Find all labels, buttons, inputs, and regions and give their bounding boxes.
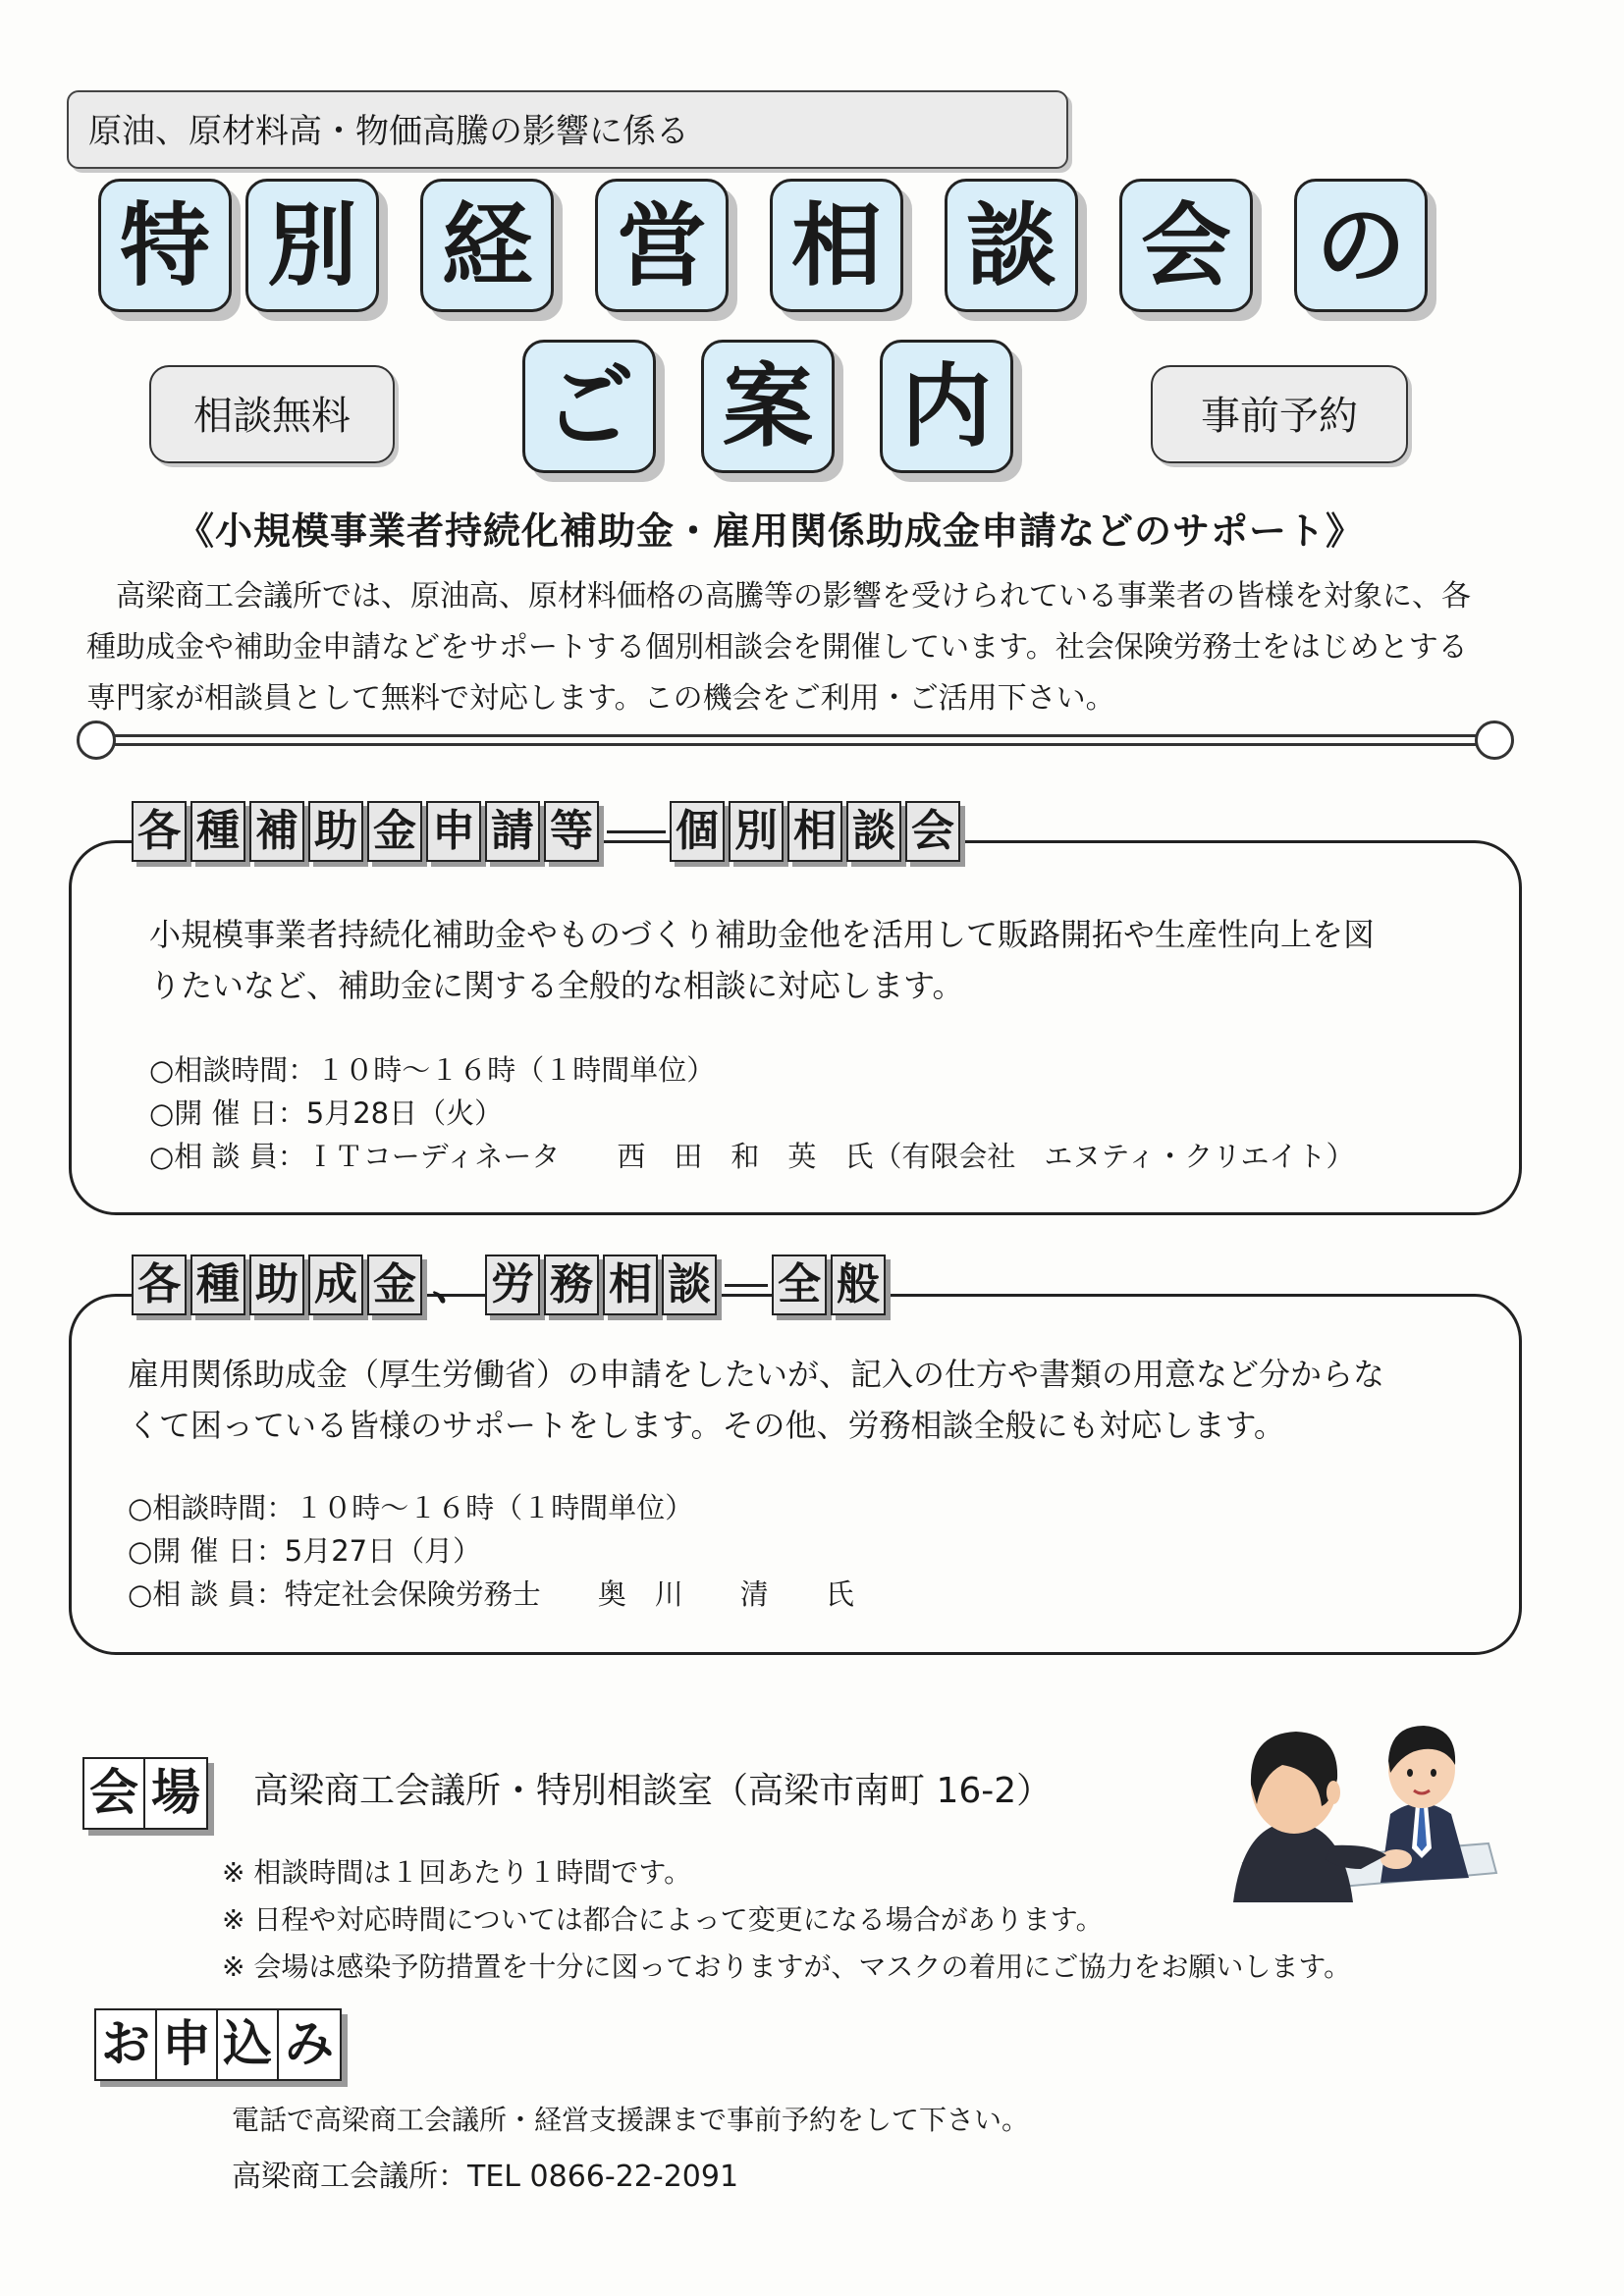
title-char: 相: [770, 179, 903, 312]
consultation-time: ○相談時間：１０時～１６時（１時間単位）: [149, 1053, 716, 1087]
title-char: 営: [595, 179, 729, 312]
heading-char: 種: [190, 801, 245, 862]
title-char: 内: [880, 340, 1013, 473]
subsidy-section-heading: [132, 801, 964, 862]
application-instruction: 電話で高梁商工会議所・経営支援課まで事前予約をして下さい。: [232, 2104, 1030, 2136]
labor-section-heading: [132, 1255, 890, 1315]
subtitle: 《小規模事業者持続化補助金・雇用関係助成金申請などのサポート》: [177, 509, 1365, 553]
note-item: ※ 相談時間は１回あたり１時間です。: [222, 1856, 692, 1889]
heading-char: 会: [905, 801, 960, 862]
heading-char: 補: [249, 801, 304, 862]
intro-text: [86, 571, 1520, 724]
title-char: 別: [245, 179, 379, 312]
heading-char: 等: [544, 801, 599, 862]
subsidy-details: [149, 1048, 1355, 1178]
consultation-time: ○相談時間：１０時～１６時（１時間単位）: [128, 1491, 694, 1524]
heading-dash: [607, 830, 666, 833]
venue-label-char: 場: [151, 1764, 200, 1821]
top-label: 原油、原材料高・物価高騰の影響に係る: [67, 90, 1068, 169]
labor-details: [128, 1486, 854, 1616]
heading-char: 各: [132, 1255, 187, 1315]
heading-char: 種: [190, 1255, 245, 1315]
heading-char: 談: [846, 801, 901, 862]
description-line: 小規模事業者持続化補助金やものづくり補助金他を活用して販路開拓や生産性向上を図: [149, 916, 1376, 953]
application-label-char: 込: [218, 2010, 279, 2079]
subsidy-description: [149, 909, 1375, 1011]
heading-char: 相: [603, 1255, 658, 1315]
divider-end-circle: [77, 721, 116, 760]
heading-char: 助: [308, 801, 363, 862]
application-label-char: み: [285, 2015, 334, 2072]
heading-char: 成: [308, 1255, 363, 1315]
title-char: 案: [701, 340, 835, 473]
divider-end-circle: [1475, 721, 1514, 760]
note-item: ※ 日程や対応時間については都合によって変更になる場合があります。: [222, 1903, 1104, 1936]
heading-char: 助: [249, 1255, 304, 1315]
reservation-badge: 事前予約: [1151, 365, 1408, 463]
venue-address: 高梁商工会議所・特別相談室（高梁市南町 16-2）: [253, 1771, 1053, 1811]
title-char: の: [1294, 179, 1428, 312]
contact-phone: 高梁商工会議所：TEL 0866-22-2091: [232, 2160, 739, 2194]
heading-char: 申: [426, 801, 481, 862]
divider: [98, 734, 1490, 746]
application-label-char: お: [96, 2010, 157, 2079]
title-char: ご: [522, 340, 656, 473]
heading-char: 労: [485, 1255, 540, 1315]
heading-char: 請: [485, 801, 540, 862]
title-char: 会: [1119, 179, 1253, 312]
heading-char: 金: [367, 1255, 422, 1315]
intro-line: 高梁商工会議所では、原油高、原材料価格の高騰等の影響を受けられている事業者の皆様を対象に、各: [86, 579, 1471, 614]
consultation-illustration: [1223, 1677, 1498, 1922]
event-date: ○開 催 日：5月27日（月）: [128, 1534, 482, 1568]
event-date: ○開 催 日：5月28日（火）: [149, 1096, 504, 1130]
title-char: 談: [945, 179, 1078, 312]
description-line: りたいなど、補助金に関する全般的な相談に対応します。: [149, 967, 964, 1004]
heading-char: 般: [831, 1255, 886, 1315]
heading-char: 全: [772, 1255, 827, 1315]
heading-dash: [725, 1284, 768, 1287]
title-char: 特: [98, 179, 232, 312]
heading-char: 別: [729, 801, 784, 862]
heading-char: 談: [662, 1255, 717, 1315]
intro-line: 種助成金や補助金申請などをサポートする個別相談会を開催しています。社会保険労務士をはじめとする: [86, 630, 1468, 665]
title-char: 経: [420, 179, 554, 312]
heading-char: 各: [132, 801, 187, 862]
free-consultation-badge: 相談無料: [149, 365, 395, 463]
labor-description: [128, 1349, 1384, 1451]
application-label-char: 申: [157, 2010, 218, 2079]
heading-comma: 、: [432, 1259, 475, 1309]
consultant: ○相 談 員：ＩＴコーディネータ 西 田 和 英 氏（有限会社 エヌティ・クリエイト）: [149, 1140, 1355, 1173]
consultant: ○相 談 員：特定社会保険労務士 奥 川 清 氏: [128, 1577, 854, 1611]
description-line: 雇用関係助成金（厚生労働省）の申請をしたいが、記入の仕方や書類の用意など分からな: [128, 1356, 1385, 1393]
description-line: くて困っている皆様のサポートをします。その他、労務相談全般にも対応します。: [128, 1407, 1285, 1444]
venue-label-char: 会: [84, 1759, 145, 1828]
intro-line: 専門家が相談員として無料で対応します。この機会をご利用・ご活用下さい。: [86, 681, 1115, 716]
heading-char: 金: [367, 801, 422, 862]
heading-char: 個: [670, 801, 725, 862]
application-label: [94, 2008, 342, 2081]
heading-char: 相: [787, 801, 842, 862]
note-item: ※ 会場は感染予防措置を十分に図っておりますが、マスクの着用にご協力をお願いします。: [222, 1950, 1352, 1983]
heading-char: 務: [544, 1255, 599, 1315]
venue-label: [82, 1757, 208, 1830]
